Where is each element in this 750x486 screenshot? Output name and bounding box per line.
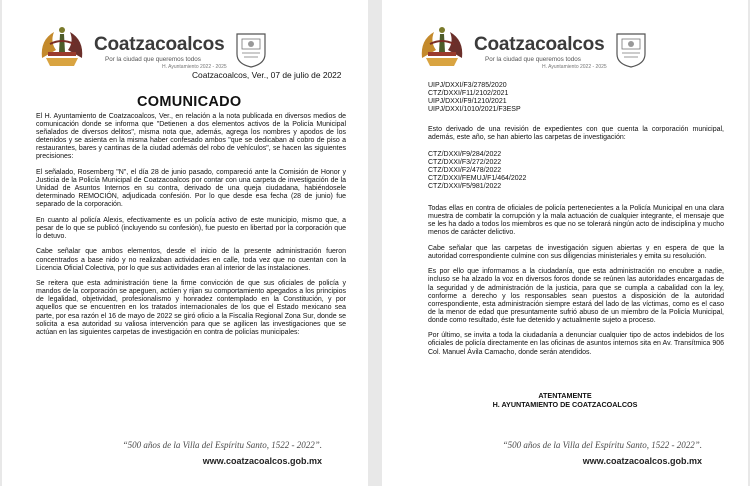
municipal-seal-icon xyxy=(614,32,648,68)
footer-website-link[interactable]: www.coatzacoalcos.gob.mx xyxy=(582,456,702,466)
paragraph: Por último, se invita a toda la ciudadanía a denunciar cualquier tipo de actos indebidos de los oficiales de policía directamente en las oficinas de asuntos internos sita en Av. Transítmica 906 Col. Manuel Ávila Camacho, donde serán atendidos. xyxy=(428,332,724,356)
case-file-code: CTZ/DXXI/FEMUJ/F1/464/2022 xyxy=(428,175,527,183)
footer-motto: “500 años de la Villa del Espíritu Santo, 1522 - 2022”. xyxy=(122,440,322,450)
brand-tagline: Por la ciudad que queremos todos xyxy=(485,56,581,63)
case-file-code: UIPJ/DXXI/F3/2785/2020 xyxy=(428,82,507,89)
document-body xyxy=(428,205,724,364)
paragraph: Es por ello que informamos a la ciudadanía, que esta administración no encubre a nadie, incluso se ha alzado la voz en diversos foros donde se reúnen las autoridades encargadas de la seguridad y de administración de la justicia, para que se cumpla a cabalidad con la ley, conforme a derecho y los responsables sean puestos a disposición de la autoridad correspondiente, esta administración siempre estará del lado de las víctimas, como es el caso de la menor de edad que presuntamente sufrió abuso de un miembro de la Policía Municipal, donde como resultado, éste fue detenido y actualmente sujeto a proceso. xyxy=(428,268,724,324)
footer-motto: “500 años de la Villa del Espíritu Santo, 1522 - 2022”. xyxy=(502,440,702,450)
letterhead xyxy=(382,0,748,82)
signature-block xyxy=(382,392,748,409)
document-body xyxy=(36,113,346,344)
municipal-seal-icon xyxy=(234,32,268,68)
administration-period: H. Ayuntamiento 2022 - 2025 xyxy=(162,64,227,70)
case-file-code: UIPJ/DXXI/1010/2021/F3ESP xyxy=(428,106,521,114)
document-date: Coatzacoalcos, Ver., 07 de julio de 2022 xyxy=(192,70,342,80)
administration-period: H. Ayuntamiento 2022 - 2025 xyxy=(542,64,607,70)
paragraph: El señalado, Rosemberg "N", el día 28 de junio pasado, compareció ante la Comisión de Honor y Justicia de la Policía Municipal de Coatzacoalcos por contar con una carpeta de investigación de la Unidad de Asuntos Internos en su contra, derivado de una queja ciudadana, habiéndosele determinado REMOCIÓN, adjudicada confesión. Por lo que desde esa fecha (28 de junio) fue separado de la corporación. xyxy=(36,168,346,209)
brand-name: Coatzacoalcos xyxy=(94,34,225,55)
footer-website-link[interactable]: www.coatzacoalcos.gob.mx xyxy=(202,456,322,466)
paragraph: El H. Ayuntamiento de Coatzacoalcos, Ver., en relación a la nota publicada en diversos medios de comunicación donde se informa que "Detienen a dos elementos activos de la Policía Municipal señalados de diversos delitos", misma nota que, además, agrega los nombres y apodos de los detenidos y se asienta en la misma haber confesado ambos "que se dedicaban al cobro de piso a restaurantes, bares y cantinas de la ciudad además del robo de vehículos", se hacen las siguientes precisiones: xyxy=(36,113,346,161)
case-file-code: CTZ/DXXI/F11/2102/2021 xyxy=(428,90,509,98)
closing-salutation: ATENTAMENTE xyxy=(538,391,592,400)
case-file-code: CTZ/DXXI/F5/981/2022 xyxy=(428,183,502,191)
signatory: H. AYUNTAMIENTO DE COATZACOALCOS xyxy=(492,399,638,409)
paragraph: Cabe señalar que ambos elementos, desde el inicio de la presente administración fueron concentrados a base nido y no realizaban actividades en calle, toda vez que no cuentan con la Licencia Oficial Colectiva, por lo que sus actividades eran al interior de las instalaciones. xyxy=(36,248,346,272)
document-title: COMUNICADO xyxy=(137,94,242,110)
brand-name: Coatzacoalcos xyxy=(474,34,605,55)
document-page-1 xyxy=(2,0,368,486)
paragraph: Todas ellas en contra de oficiales de policía pertenecientes a la Policía Municipal en una clara muestra de combatir la corrupción y la mala actuación de cualquier integrante, el mensaje que se les ha dado a todos los miembros es que no se tolerará ningún acto de indisciplina y mucho menos de carácter delictivo. xyxy=(428,205,724,237)
paragraph: Se reitera que esta administración tiene la firme convicción de que sus oficiales de policía y mandos de la corporación se apeguen, actúen y rijan su comportamiento apegados a los principios de legalidad, objetividad, profesionalismo y honradez contemplado en la Constitución, y por aquellos que se encuentren en los tratados internacionales de los que el Estado mexicano sea parte, por esa razón el 16 de mayo de 2022 se giró oficio a la Fiscalía Regional Zona Sur, donde se solicita a esa autoridad su valiosa intervención para que se agilicen las investigaciones que se actúan en las siguientes carpetas de investigación en contra de policías municipales: xyxy=(36,280,346,336)
city-emblem-logo xyxy=(36,18,88,70)
paragraph-investigations-intro xyxy=(428,126,724,150)
paragraph: Cabe señalar que las carpetas de investigación siguen abiertas y en espera de que la autoridad correspondiente culmine con sus diligencias ministeriales y emita su resolución. xyxy=(428,244,724,260)
document-page-2 xyxy=(382,0,748,486)
paragraph: Esto derivado de una revisión de expedientes con que cuenta la corporación municipal, además, este año, se han abierto las carpetas de investigación: xyxy=(428,126,724,142)
paragraph: En cuanto al policía Alexis, efectivamente es un policía activo de este municipio, mismo que, a pesar de lo que se publicó (incluyendo su confesión), fue puesto en libertad por la corporación que lo detuvo. xyxy=(36,216,346,240)
case-file-code: CTZ/DXXI/F9/284/2022 xyxy=(428,151,502,158)
city-emblem-logo xyxy=(416,18,468,70)
brand-tagline: Por la ciudad que queremos todos xyxy=(105,56,201,63)
case-file-code: UIPJ/DXXI/F9/1210/2021 xyxy=(428,98,507,106)
case-file-list-a xyxy=(428,82,521,114)
case-file-list-b xyxy=(428,151,526,191)
case-file-code: CTZ/DXXI/F2/478/2022 xyxy=(428,167,502,175)
case-file-code: CTZ/DXXI/F3/272/2022 xyxy=(428,159,502,167)
